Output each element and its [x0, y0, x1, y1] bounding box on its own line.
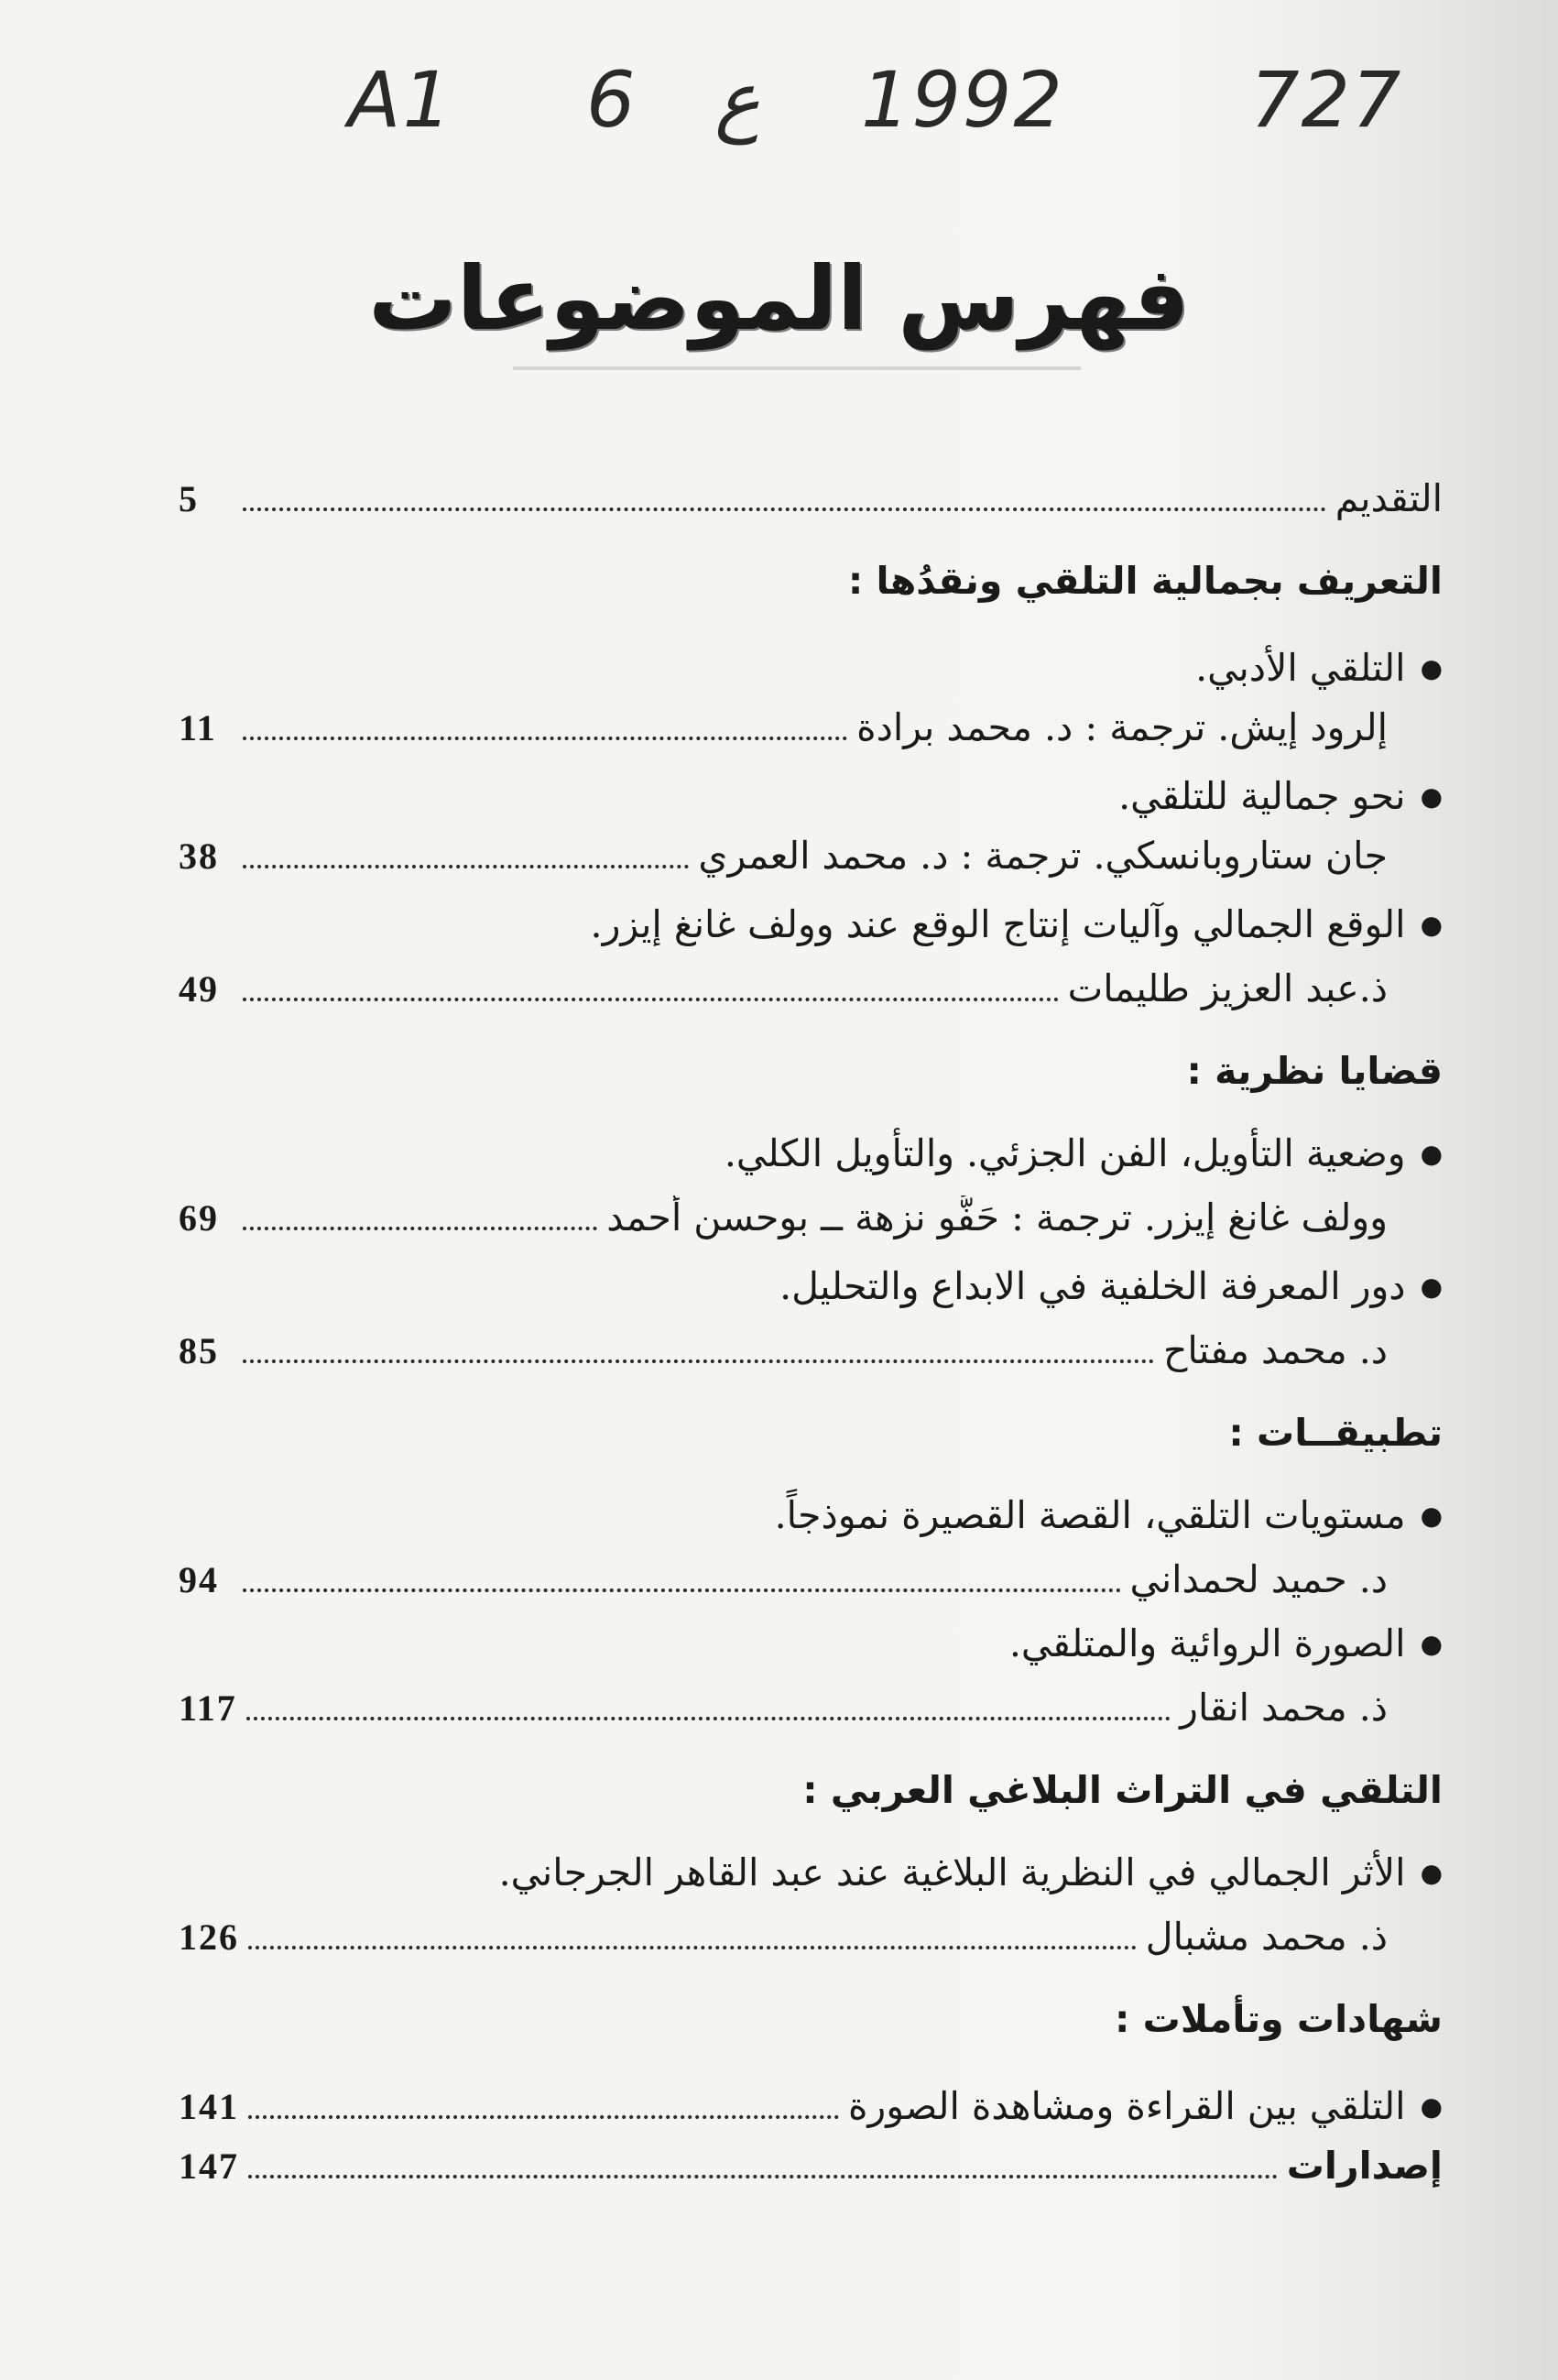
bullet-icon: ●: [1420, 1629, 1443, 1659]
toc-entry-title-line[interactable]: [499, 1851, 1443, 1894]
toc-entry-title: التقديم: [1335, 476, 1443, 520]
toc-entry-author: ذ. محمد مشبال: [1145, 1915, 1388, 1959]
dot-leader: [248, 2115, 839, 2119]
toc-page-number: 69: [179, 1197, 219, 1239]
toc-entry-author: ذ. محمد انقار: [1180, 1686, 1388, 1730]
section-heading: التعريف بجمالية التلقي ونقدُها :: [847, 559, 1443, 603]
dot-leader: [243, 865, 689, 868]
toc-entry-title: إصدارات: [1286, 2144, 1443, 2188]
section-heading: قضايا نظرية :: [1186, 1049, 1443, 1093]
toc-page-number: 85: [179, 1330, 219, 1371]
section-heading: شهادات وتأملات :: [1114, 1997, 1443, 2041]
toc-page-number: 49: [179, 968, 219, 1010]
toc-entry-author-line[interactable]: [179, 834, 1443, 878]
handwritten-note: [348, 37, 1465, 165]
toc-entry-title-line[interactable]: [591, 902, 1443, 946]
toc-entry-author: د. حميد لحمداني: [1129, 1557, 1388, 1601]
toc-entry-title-wrap: [848, 2084, 1443, 2128]
toc-entry-author-line[interactable]: [179, 1195, 1443, 1239]
dot-leader: [246, 1717, 1171, 1720]
toc-entry-author: د. محمد مفتاح: [1162, 1328, 1388, 1372]
toc-entry-title: التلقي الأدبي.: [1195, 646, 1406, 690]
toc-entry-author-line[interactable]: [179, 1686, 1443, 1730]
bullet-icon: ●: [1420, 2091, 1443, 2122]
bullet-icon: ●: [1420, 1272, 1443, 1302]
toc-entry-author: ذ.عبد العزيز طليمات: [1067, 966, 1388, 1010]
toc-entry-title: دور المعرفة الخلفية في الابداع والتحليل.: [779, 1264, 1406, 1308]
handwritten-year: 1992: [861, 55, 1064, 145]
dot-leader: [248, 1946, 1137, 1949]
handwritten-letter: ع: [714, 55, 761, 145]
toc-page-number: 11: [179, 707, 217, 748]
toc-entry-title-line[interactable]: [1009, 1621, 1443, 1665]
section-heading: تطبيقــات :: [1228, 1411, 1443, 1455]
handwritten-code: A1: [348, 55, 453, 145]
toc-entry-title: الوقع الجمالي وآليات إنتاج الوقع عند وولف غانغ إيزر.: [590, 902, 1406, 946]
page-title: فهرس الموضوعات: [368, 247, 1190, 350]
toc-entry-title: الأثر الجمالي في النظرية البلاغية عند عبد القاهر الجرجاني.: [498, 1851, 1406, 1894]
toc-entry-author-line[interactable]: [179, 705, 1443, 749]
toc-entry-author: وولف غانغ إيزر. ترجمة : حَفُّو نزهة ــ بوحسن أحمد: [606, 1195, 1388, 1239]
toc-entry-author-line[interactable]: [179, 1915, 1443, 1959]
toc-entry-intro[interactable]: [179, 476, 1443, 520]
toc-page-number: 117: [179, 1687, 237, 1729]
dot-leader: [243, 1588, 1121, 1592]
toc-entry-title-line[interactable]: [725, 1131, 1443, 1175]
toc-entry-title-line[interactable]: [179, 2084, 1443, 2128]
handwritten-issue-number: 6: [586, 55, 637, 145]
toc-entry-author-line[interactable]: [179, 1328, 1443, 1372]
toc-entry-title: الصورة الروائية والمتلقي.: [1008, 1621, 1406, 1665]
dot-leader: [243, 737, 847, 740]
toc-page-number: 126: [179, 1916, 239, 1958]
title-shadow-rule: [513, 366, 1081, 370]
toc-page-number: 94: [179, 1559, 219, 1600]
dot-leader: [243, 508, 1326, 511]
section-heading: التلقي في التراث البلاغي العربي :: [802, 1768, 1443, 1812]
bullet-icon: ●: [1420, 781, 1443, 812]
table-of-contents: [179, 458, 1443, 2309]
toc-entry-title: وضعية التأويل، الفن الجزئي. والتأويل الكلي.: [724, 1131, 1406, 1175]
toc-entry-title-line[interactable]: [779, 1264, 1443, 1308]
toc-page-number: 5: [179, 478, 199, 519]
bullet-icon: ●: [1420, 1501, 1443, 1531]
toc-entry-author-line[interactable]: [179, 1557, 1443, 1601]
toc-entry-title-line[interactable]: [1118, 774, 1443, 818]
toc-entry-title-line[interactable]: [1195, 646, 1443, 690]
toc-entry-author-line[interactable]: [179, 966, 1443, 1010]
dot-leader: [243, 1359, 1154, 1363]
toc-entry-author: إلرود إيش. ترجمة : د. محمد برادة: [856, 705, 1388, 749]
bullet-icon: ●: [1420, 910, 1443, 940]
toc-entry-title: مستويات التلقي، القصة القصيرة نموذجاً.: [774, 1493, 1406, 1537]
bullet-icon: ●: [1420, 653, 1443, 683]
toc-entry-author: جان ستاروبانسكي. ترجمة : د. محمد العمري: [698, 834, 1388, 878]
toc-entry-title-line[interactable]: [775, 1493, 1443, 1537]
dot-leader: [243, 998, 1059, 1001]
toc-entry-publications[interactable]: [179, 2144, 1443, 2188]
bullet-icon: ●: [1420, 1139, 1443, 1169]
dot-leader: [243, 1227, 597, 1230]
toc-page-number: 141: [179, 2086, 239, 2127]
handwritten-catalog-number: 727: [1250, 55, 1403, 145]
toc-entry-title: نحو جمالية للتلقي.: [1118, 774, 1406, 818]
toc-entry-title: التلقي بين القراءة ومشاهدة الصورة: [847, 2084, 1406, 2128]
bullet-icon: ●: [1420, 1858, 1443, 1888]
toc-page-number: 147: [179, 2145, 239, 2187]
toc-page-number: 38: [179, 835, 219, 877]
dot-leader: [248, 2175, 1278, 2178]
